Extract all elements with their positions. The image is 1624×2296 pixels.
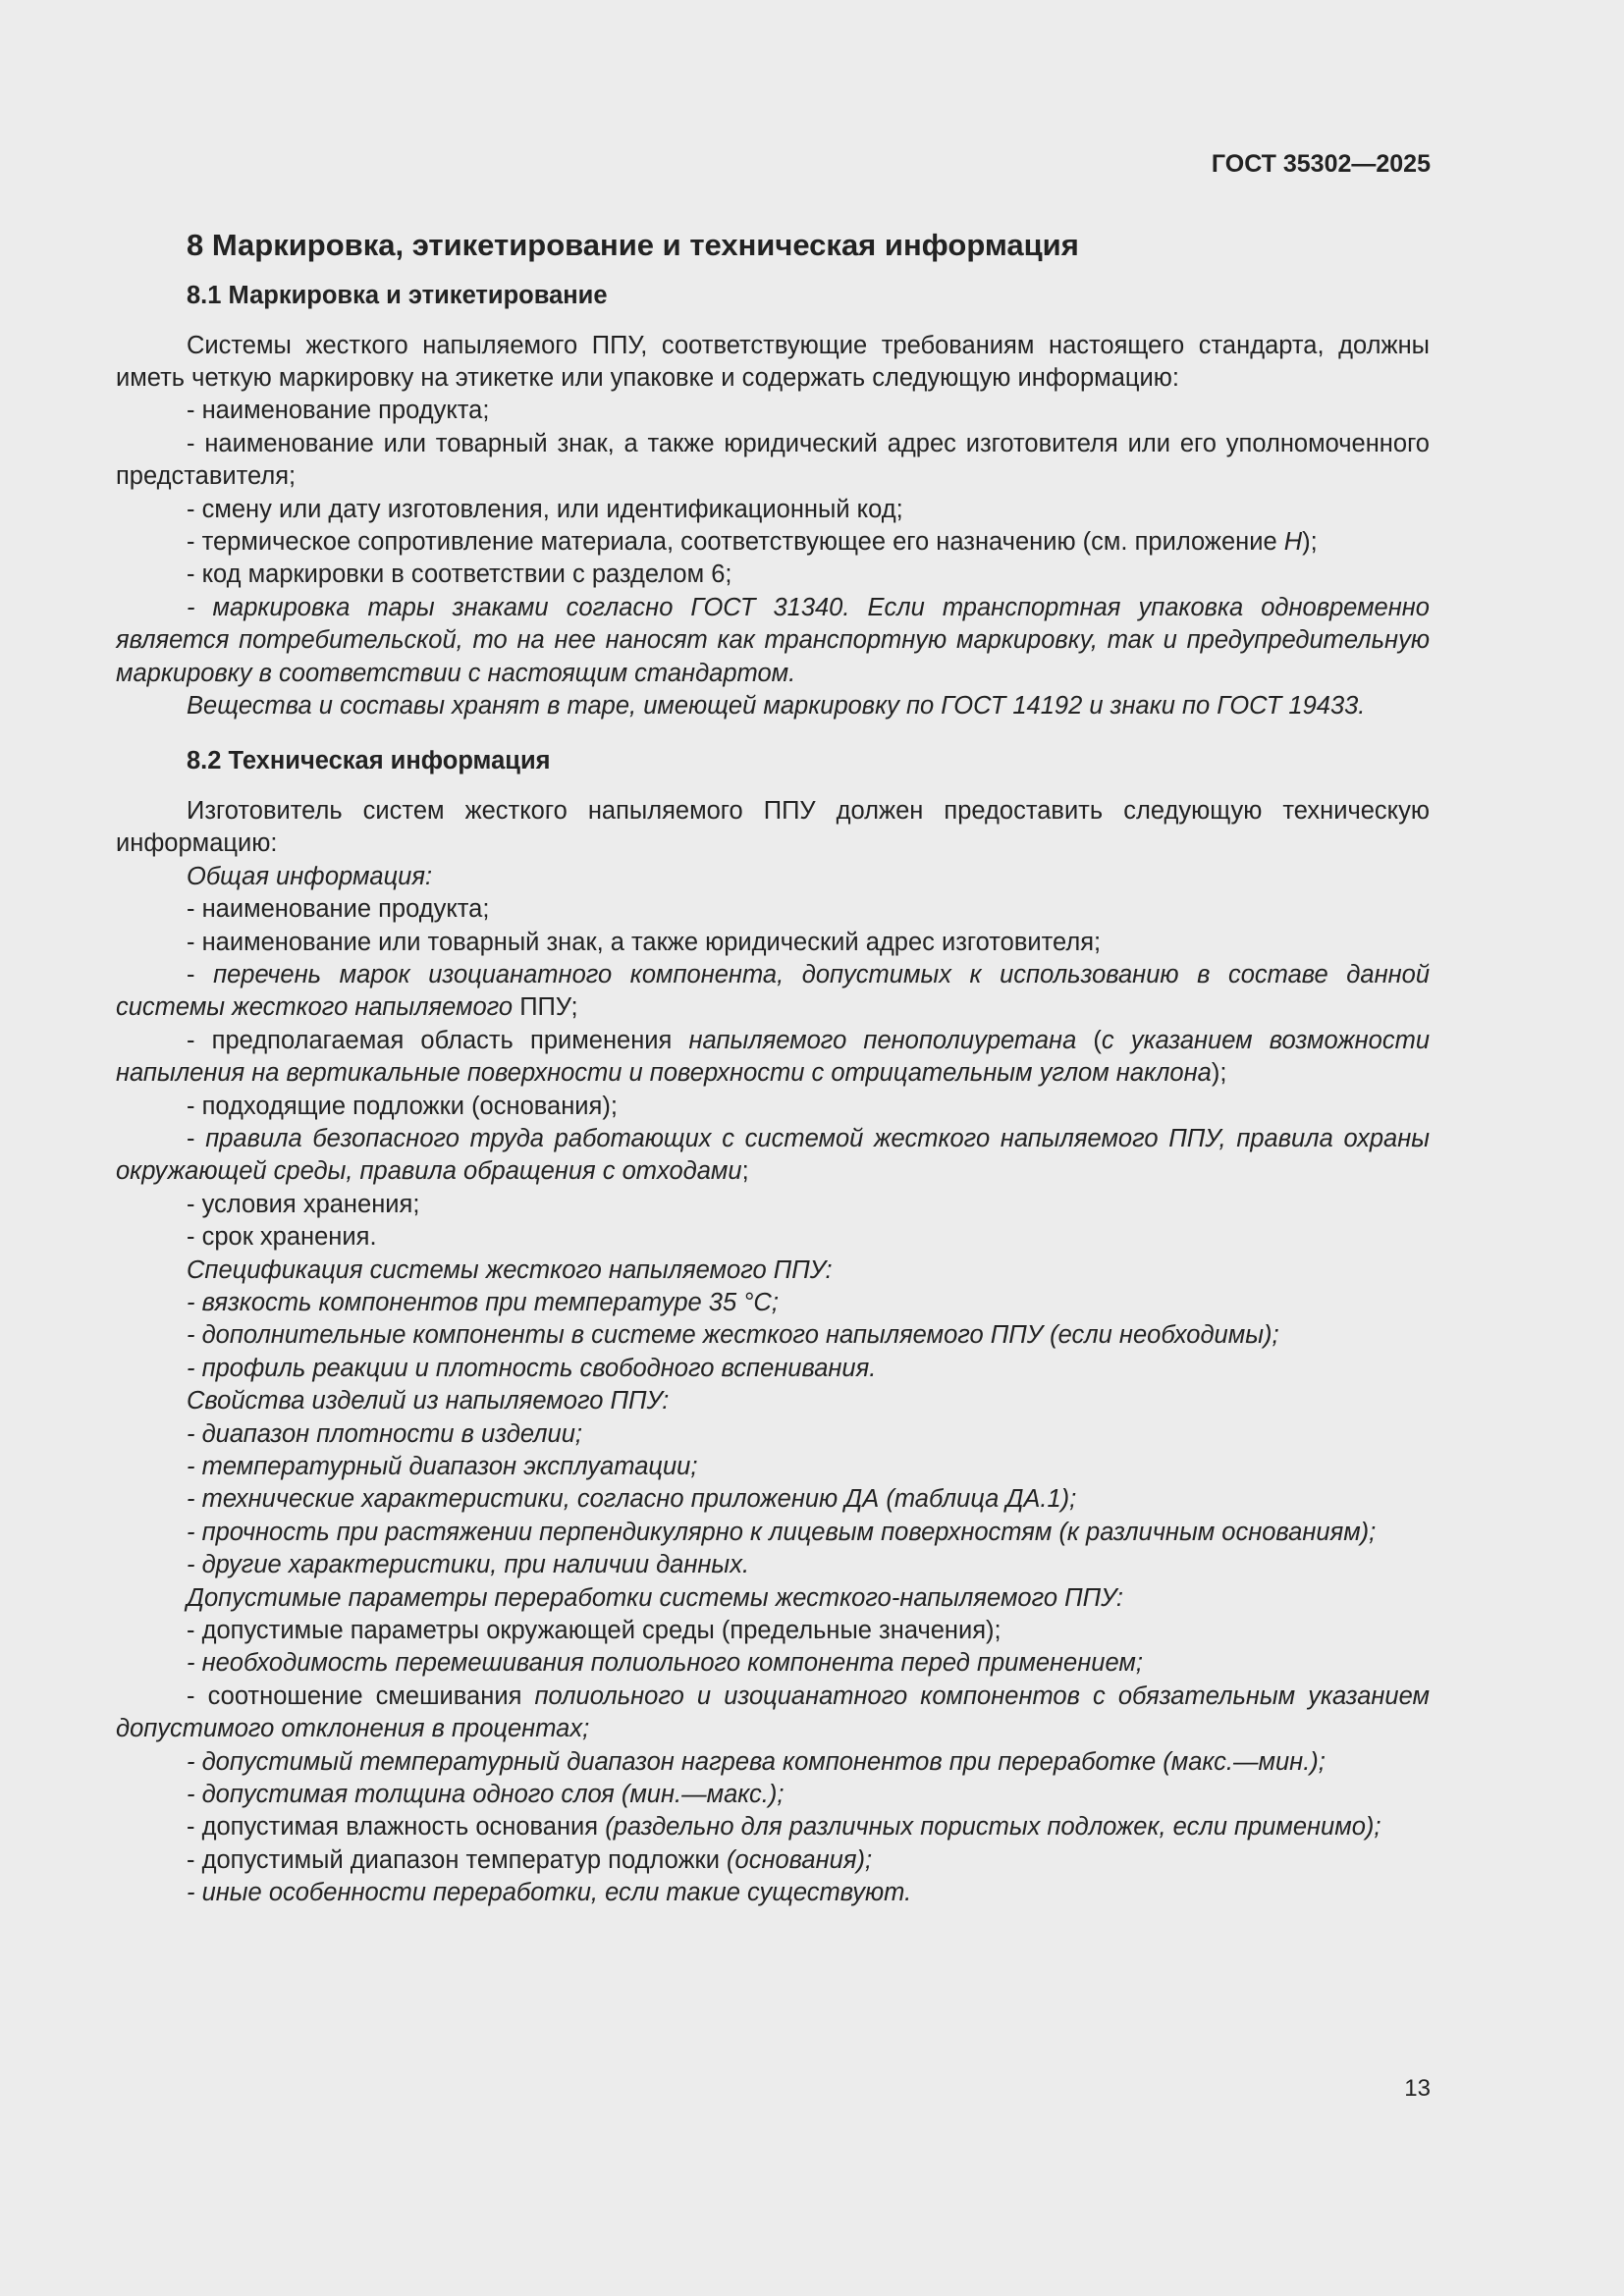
list-item: - вязкость компонентов при температуре 35 °С; [187, 1288, 779, 1316]
list-item: - дополнительные компоненты в системе жесткого напыляемого ППУ (если необходимы); [187, 1321, 1279, 1350]
list-item-text: с указанием возможности напыления на вертикальные поверхности и поверхности с отрицательным углом наклона [116, 1026, 1430, 1088]
subsection-8-2-body [116, 795, 1430, 1910]
list-item [116, 1025, 1430, 1091]
list-item-text: полиольного и изоцианатного компонентов с обязательным указанием допустимого отклонения в процентах; [116, 1682, 1430, 1743]
list-item-text: - допустимая влажность основания [187, 1813, 606, 1842]
list-item [116, 959, 1430, 1025]
list-item-text: напыляемого пенополиуретана [688, 1026, 1077, 1054]
subsection-title-8-2: 8.2 Техническая информация [187, 747, 551, 775]
list-item: - технические характеристики, согласно приложению ДА (таблица ДА.1); [187, 1485, 1077, 1514]
document-code-header: ГОСТ 35302—2025 [1211, 150, 1431, 178]
appendix-ref: Н [1283, 527, 1303, 556]
list-item-text: ); [1302, 527, 1318, 556]
list-item: - наименование или товарный знак, а также юридический адрес изготовителя; [187, 928, 1102, 956]
list-item: - допустимые параметры окружающей среды (предельные значения); [187, 1617, 1001, 1645]
paragraph: Изготовитель систем жесткого напыляемого ППУ должен предоставить следующую техническую информацию: [116, 796, 1430, 858]
list-item [116, 526, 1430, 559]
list-item: - допустимый температурный диапазон нагрева компонентов при переработке (макс.—мин.); [187, 1747, 1326, 1776]
list-item [116, 1681, 1430, 1746]
list-item-text: - термическое сопротивление материала, соответствующее его назначению (см. приложение [187, 527, 1284, 556]
paragraph: Системы жесткого напыляемого ППУ, соответствующие требованиям настоящего стандарта, должны иметь четкую маркировку на этикетке или упаковке и содержать следующую информацию: [116, 331, 1430, 392]
list-item: - иные особенности переработки, если такие существуют. [187, 1879, 912, 1907]
list-item-text: - [187, 960, 214, 988]
list-item-text: ППУ; [513, 993, 578, 1022]
list-item: - подходящие подложки (основания); [187, 1092, 618, 1120]
list-item-text: ; [741, 1157, 749, 1186]
group-label: Спецификация системы жесткого напыляемого ППУ: [187, 1255, 833, 1284]
list-item-text: - соотношение смешивания [187, 1682, 535, 1710]
list-item [116, 1844, 1430, 1877]
group-label: Свойства изделий из напыляемого ППУ: [187, 1387, 670, 1415]
list-item: - срок хранения. [187, 1223, 377, 1252]
list-item-text: (основания); [727, 1845, 873, 1874]
list-item: - необходимость перемешивания полиольного компонента перед применением; [187, 1649, 1143, 1678]
group-label: Допустимые параметры переработки системы жесткого-напыляемого ППУ: [187, 1583, 1123, 1612]
list-item: - наименование или товарный знак, а также юридический адрес изготовителя или его уполномоченного представителя; [116, 429, 1430, 491]
list-item: - диапазон плотности в изделии; [187, 1419, 582, 1448]
subsection-8-1-body [116, 330, 1430, 723]
section-title: 8 Маркировка, этикетирование и техническая информация [187, 228, 1079, 262]
list-item [116, 1811, 1430, 1843]
list-item: - профиль реакции и плотность свободного вспенивания. [187, 1354, 877, 1382]
list-item-text: (раздельно для различных пористых подложек, если применимо); [605, 1813, 1381, 1842]
list-item-text: правила безопасного труда работающих с системой жесткого напыляемого ППУ, правила охраны окружающей среды, правила обращения с отходами [116, 1124, 1430, 1186]
group-label: Общая информация: [187, 862, 433, 890]
list-item: - температурный диапазон эксплуатации; [187, 1453, 698, 1480]
list-item-text: - допустимый диапазон температур подложки [187, 1845, 728, 1874]
list-item: - прочность при растяжении перпендикулярно к лицевым поверхностям (к различным основаниям); [187, 1518, 1377, 1546]
list-item: - код маркировки в соответствии с разделом 6; [187, 561, 732, 589]
paragraph: Вещества и составы хранят в таре, имеющей маркировку по ГОСТ 14192 и знаки по ГОСТ 19433. [187, 691, 1366, 720]
list-item: - наименование продукта; [187, 397, 490, 425]
list-item: - маркировка тары знаками согласно ГОСТ 31340. Если транспортная упаковка одновременно является потребительской, то на нее наносят как транспортную маркировку, так и предупредительную маркировку в соответствии с настоящим стандартом. [116, 593, 1430, 687]
subsection-title-8-1: 8.1 Маркировка и этикетирование [187, 282, 608, 309]
page-content [116, 220, 1430, 1910]
list-item: - другие характеристики, при наличии данных. [187, 1551, 750, 1579]
list-item: - условия хранения; [187, 1190, 420, 1218]
page-number: 13 [1404, 2075, 1431, 2102]
list-item-text: ); [1211, 1059, 1227, 1088]
list-item: - смену или дату изготовления, или идентификационный код; [187, 495, 903, 523]
list-item-text: ( [1076, 1026, 1102, 1054]
list-item: - допустимая толщина одного слоя (мин.—макс.); [187, 1781, 785, 1809]
list-item: - наименование продукта; [187, 895, 490, 924]
list-item [116, 1123, 1430, 1189]
list-item-text: - [187, 1124, 206, 1152]
list-item-text: - предполагаемая область применения [187, 1026, 689, 1054]
list-item-text: перечень марок изоцианатного компонента, допустимых к использованию в составе данной системы жесткого напыляемого [116, 960, 1431, 1022]
